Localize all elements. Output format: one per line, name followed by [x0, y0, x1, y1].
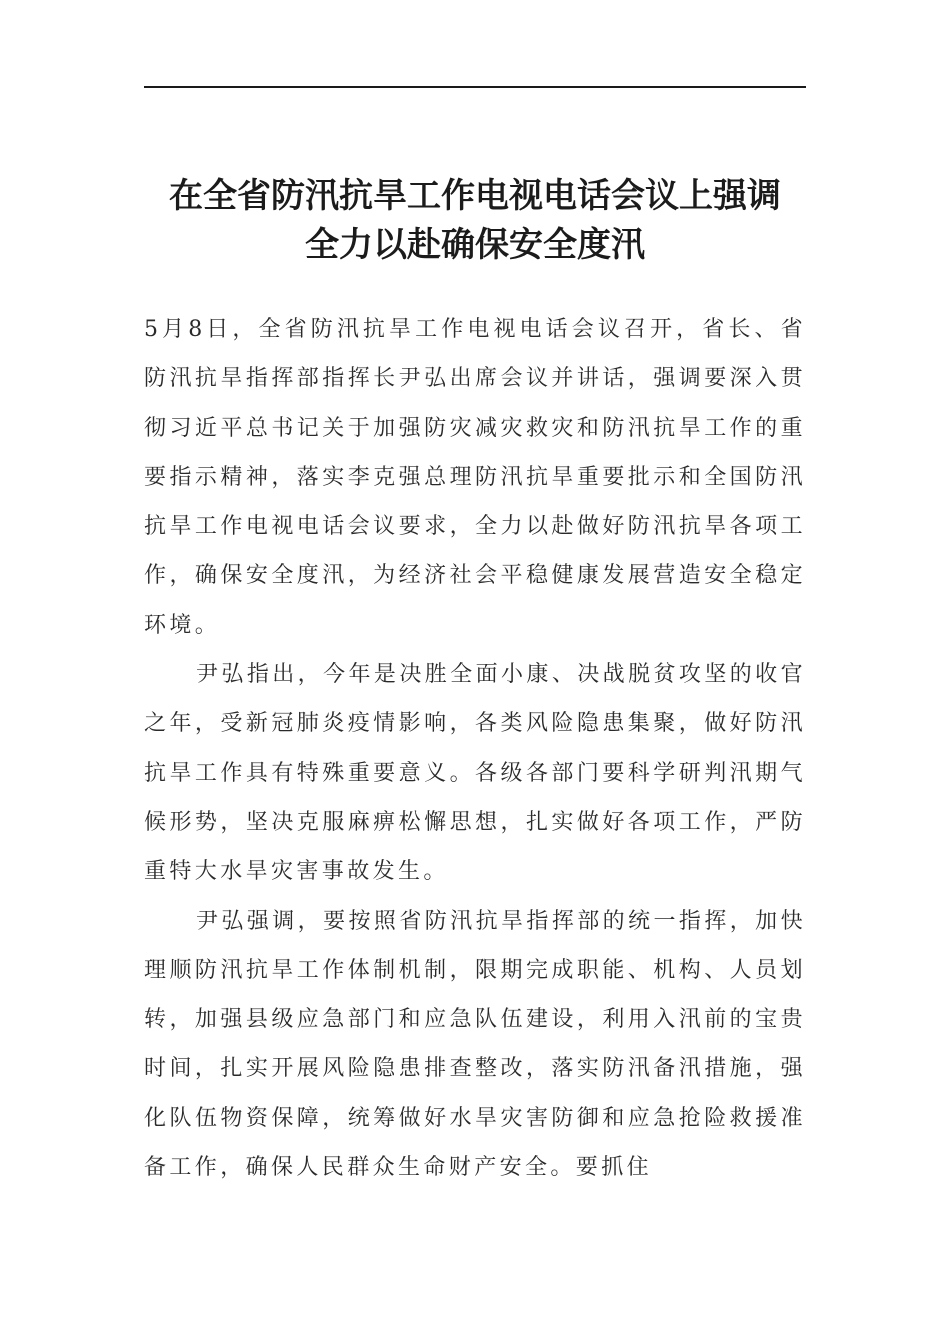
- paragraph-2: 尹弘指出，今年是决胜全面小康、决战脱贫攻坚的收官之年，受新冠肺炎疫情影响，各类风险隐患集聚，做好防汛抗旱工作具有特殊重要意义。各级各部门要科学研判汛期气候形势，坚决克服麻痹松懈思想，扎实做好各项工作，严防重特大水旱灾害事故发生。: [144, 662, 806, 885]
- paragraph-3: 尹弘强调，要按照省防汛抗旱指挥部的统一指挥，加快理顺防汛抗旱工作体制机制，限期完成职能、机构、人员划转，加强县级应急部门和应急队伍建设，利用入汛前的宝贵时间，扎实开展风险隐患排查整改，落实防汛备汛措施，强化队伍物资保障，统筹做好水旱灾害防御和应急抢险救援准备工作，确保人民群众生命财产安全。要抓住: [144, 908, 806, 1181]
- document-title-line-1: 在全省防汛抗旱工作电视电话会议上强调: [169, 176, 781, 216]
- document-body: [144, 305, 806, 1192]
- document-title-line-2: 全力以赴确保安全度汛: [305, 225, 645, 265]
- paragraph-1: 5月8日，全省防汛抗旱工作电视电话会议召开，省长、省防汛抗旱指挥部指挥长尹弘出席会议并讲话，强调要深入贯彻习近平总书记关于加强防灾减灾救灾和防汛抗旱工作的重要指示精神，落实李克强总理防汛抗旱重要批示和全国防汛抗旱工作电视电话会议要求，全力以赴做好防汛抗旱各项工作，确保安全度汛，为经济社会平稳健康发展营造安全稳定环境。: [144, 317, 806, 638]
- header-rule: [144, 86, 806, 88]
